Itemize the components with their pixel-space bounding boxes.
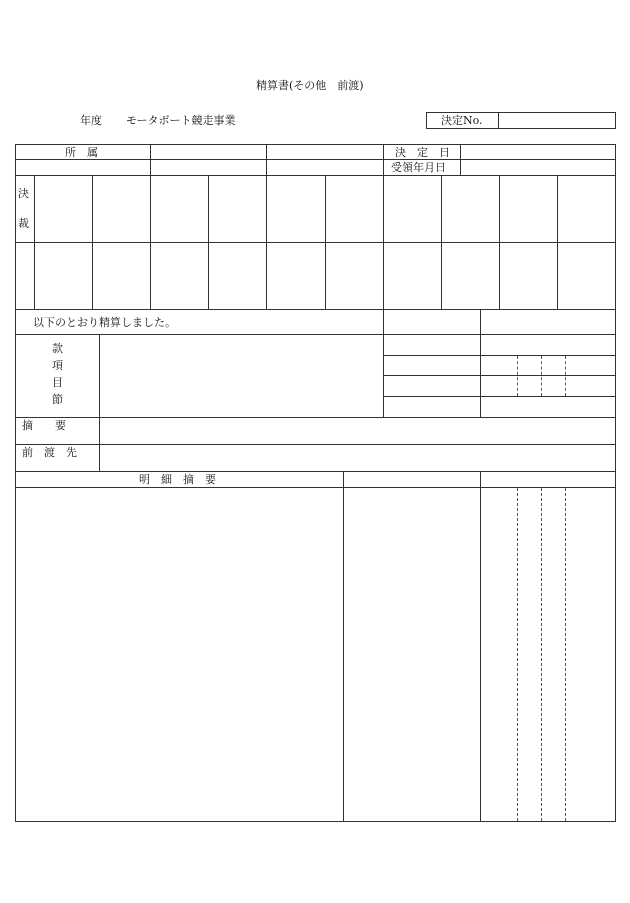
approval-label-2: 裁 (18, 217, 29, 230)
receipt-date-field[interactable] (461, 160, 615, 174)
summary-field[interactable] (100, 418, 615, 444)
details-header: 明 細 摘 要 (139, 473, 216, 486)
details-field[interactable] (16, 488, 342, 821)
program-name: モータボート競走事業 (126, 114, 236, 127)
receipt-date-label: 受領年月日 (391, 161, 446, 174)
department-field[interactable] (151, 145, 265, 159)
fiscal-year-label: 年度 (80, 114, 102, 127)
budget-label-moku: 目 (52, 376, 63, 389)
budget-label-kan: 款 (52, 342, 63, 355)
payee-label: 前 渡 先 (22, 446, 77, 459)
decision-no-label: 決定No. (441, 114, 483, 127)
approval-label-1: 決 (18, 187, 29, 200)
statement-text: 以下のとおり精算しました。 (33, 316, 176, 329)
summary-label: 摘 要 (22, 419, 66, 432)
form-title: 精算書(その他 前渡) (256, 79, 364, 92)
payee-field[interactable] (100, 445, 615, 471)
decision-date-label: 決 定 日 (395, 146, 450, 159)
budget-field[interactable] (100, 335, 382, 416)
budget-label-setsu: 節 (52, 393, 63, 406)
budget-label-kou: 項 (52, 359, 63, 372)
details-amount-field[interactable] (481, 488, 615, 821)
decision-no-field[interactable] (499, 113, 615, 128)
amount-field[interactable] (481, 356, 615, 375)
department-label: 所 属 (65, 146, 98, 159)
decision-date-field[interactable] (461, 145, 615, 159)
